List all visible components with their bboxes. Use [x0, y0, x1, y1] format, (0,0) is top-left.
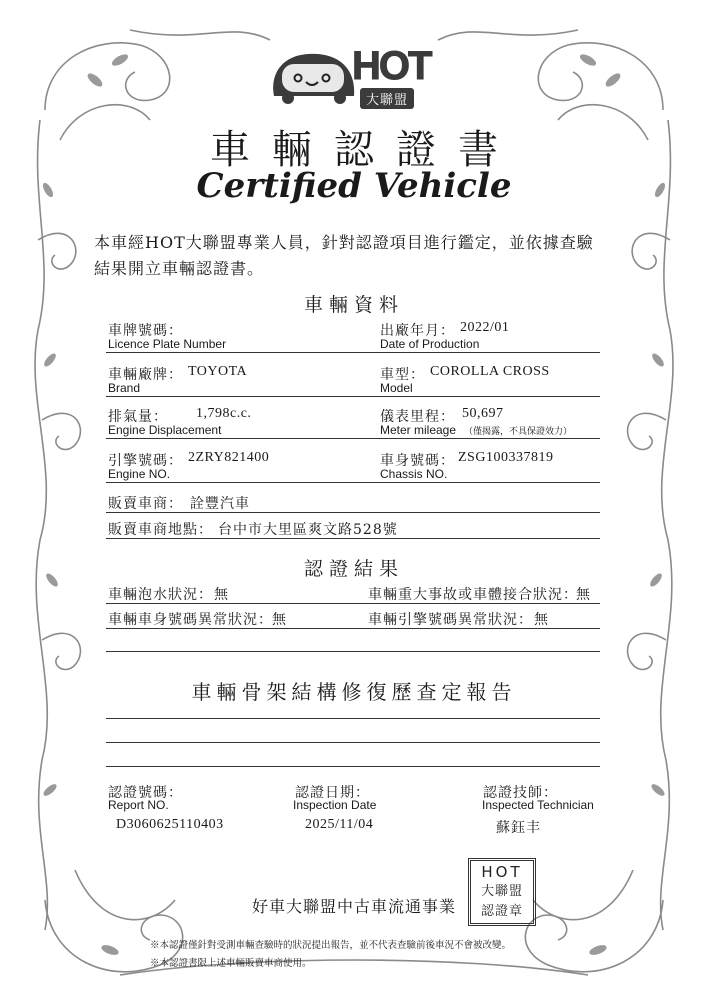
displacement-label-en: Engine Displacement: [108, 423, 222, 437]
dealer-address-label: 販賣車商地點：: [108, 522, 213, 538]
divider: [106, 538, 600, 539]
result-section-title: 認證結果: [303, 558, 404, 580]
chassis-anomaly-label: 車輛車身號碼異常狀況：: [108, 612, 273, 628]
blank-line: [106, 742, 600, 743]
intro-line-2: 結果開立車輛認證書。: [94, 259, 265, 278]
brand-label-en: Brand: [108, 381, 141, 395]
chassis-no-value: ZSG100337819: [458, 450, 554, 465]
report-no-label: 認證號碼：: [108, 785, 183, 801]
logo-sub-text: 大聯盟: [360, 88, 414, 109]
engine-no-label: 引擎號碼：: [108, 453, 183, 469]
displacement-value: 1,798c.c.: [196, 406, 252, 421]
vehicle-section-title: 車輛資料: [303, 294, 404, 316]
org-name: 好車大聯盟中古車流通事業: [252, 897, 457, 916]
plate-label: 車牌號碼：: [108, 323, 183, 339]
dealer-address-value: 台中市大里區爽文路528號: [218, 522, 398, 538]
divider: [106, 482, 600, 483]
engine-no-label-en: Engine NO.: [108, 467, 171, 481]
divider: [106, 603, 600, 604]
logo: [268, 44, 440, 106]
chassis-no-label-en: Chassis NO.: [380, 467, 448, 481]
dealer-value: 詮豐汽車: [190, 496, 250, 512]
brand-label: 車輛廠牌：: [108, 367, 183, 383]
date-label: 認證日期：: [295, 785, 370, 801]
brand-value: TOYOTA: [188, 364, 248, 379]
blank-line: [106, 718, 600, 719]
accident-value: 無: [576, 587, 591, 603]
accident-label: 車輛重大事故或車體接合狀況：: [368, 587, 578, 603]
model-label-en: Model: [380, 381, 413, 395]
frame-report-title: 車輛骨架結構修復歷查定報告: [191, 680, 517, 704]
flood-value: 無: [214, 587, 229, 603]
model-value: COROLLA CROSS: [430, 364, 550, 379]
engine-anomaly-label: 車輛引擎號碼異常狀況：: [368, 612, 533, 628]
note-line-1: ※本認證僅針對受測車輛查驗時的狀況提出報告，並不代表查驗前後車況不會被改變。: [150, 940, 512, 951]
tech-value: 蘇鈺丰: [496, 820, 541, 836]
chassis-no-label: 車身號碼：: [380, 453, 455, 469]
logo-hot-text: HOT: [352, 44, 431, 88]
divider: [106, 438, 600, 439]
engine-anomaly-value: 無: [534, 612, 549, 628]
engine-no-value: 2ZRY821400: [188, 450, 270, 465]
production-value: 2022/01: [460, 320, 510, 335]
blank-line: [106, 766, 600, 767]
divider: [106, 352, 600, 353]
production-label-en: Date of Production: [380, 337, 480, 351]
divider: [106, 651, 600, 652]
chassis-anomaly-value: 無: [272, 612, 287, 628]
divider: [106, 512, 600, 513]
divider: [106, 396, 600, 397]
dealer-label: 販賣車商：: [108, 496, 183, 512]
seal-row-1: HOT: [481, 863, 523, 881]
mileage-label: 儀表里程：: [380, 409, 455, 425]
seal-row-3: 認證章: [480, 904, 523, 919]
seal-row-2: 大聯盟: [480, 884, 523, 899]
mileage-value: 50,697: [462, 406, 504, 421]
report-no-label-en: Report NO.: [108, 798, 169, 812]
mileage-note: （僅揭露，不具保證效力）: [464, 427, 573, 437]
displacement-label: 排氣量：: [108, 409, 168, 425]
model-label: 車型：: [380, 367, 425, 383]
plate-label-en: Licence Plate Number: [108, 337, 227, 351]
date-value: 2025/11/04: [305, 817, 374, 832]
page-subtitle: Certified Vehicle: [196, 166, 512, 206]
flood-label: 車輛泡水狀況：: [108, 587, 213, 603]
divider: [106, 628, 600, 629]
note-line-2: ※本認證書限上述車輛販賣車商使用。: [150, 958, 312, 969]
date-label-en: Inspection Date: [293, 798, 377, 812]
mileage-label-en: Meter mileage: [380, 423, 457, 437]
production-label: 出廠年月：: [380, 323, 455, 339]
intro-line-1: 本車經HOT大聯盟專業人員，針對認證項目進行鑑定，並依據查驗: [94, 233, 594, 252]
tech-label-en: Inspected Technician: [482, 798, 594, 812]
tech-label: 認證技師：: [483, 785, 558, 801]
certification-seal: [468, 858, 536, 926]
car-mascot-icon: [268, 46, 360, 106]
page-title: 車輛認證書: [210, 127, 520, 173]
report-no-value: D3060625110403: [116, 817, 224, 832]
